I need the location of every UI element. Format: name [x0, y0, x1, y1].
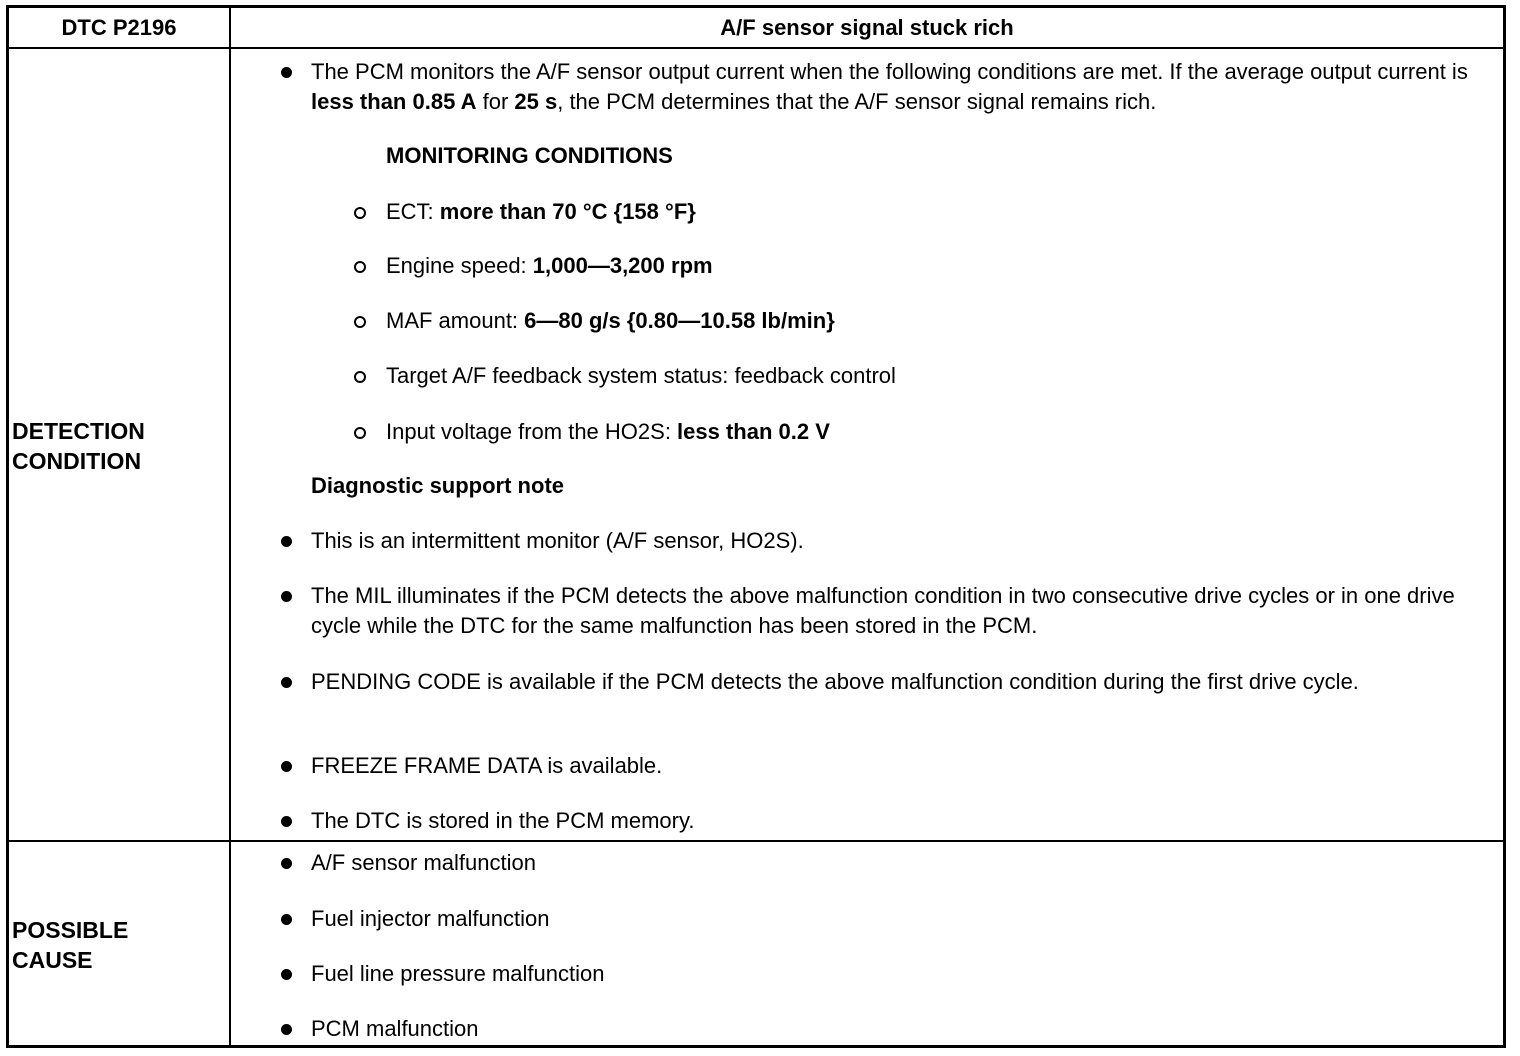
cause-label-line1: POSSIBLE — [12, 917, 129, 943]
condition-label: ECT: — [386, 199, 440, 224]
condition-item — [386, 417, 830, 447]
bullet-icon — [281, 67, 292, 78]
intro-duration: 25 s — [514, 89, 558, 114]
monitoring-conditions-title: MONITORING CONDITIONS — [386, 143, 673, 168]
circle-bullet-icon — [354, 427, 366, 439]
bullet-icon — [281, 969, 292, 980]
support-note: The DTC is stored in the PCM memory. — [311, 808, 695, 833]
condition-value: less than 0.2 V — [677, 419, 830, 444]
bullet-icon — [281, 858, 292, 869]
condition-item — [386, 251, 713, 281]
intro-text-2: for — [476, 89, 515, 114]
dtc-code: DTC P2196 — [61, 15, 177, 40]
cause-item: A/F sensor malfunction — [311, 850, 536, 875]
cause-item: PCM malfunction — [311, 1016, 479, 1041]
condition-item — [386, 361, 896, 391]
support-note: This is an intermittent monitor (A/F sensor, HO2S). — [311, 528, 804, 553]
dtc-title: A/F sensor signal stuck rich — [720, 15, 1014, 40]
support-note: PENDING CODE is available if the PCM detects the above malfunction condition during the first drive cycle. — [311, 669, 1359, 694]
detection-condition-label — [12, 416, 145, 476]
support-note: FREEZE FRAME DATA is available. — [311, 753, 663, 778]
bullet-icon — [281, 677, 292, 688]
condition-value: more than 70 °C {158 °F} — [439, 199, 696, 224]
condition-label: Input voltage from the HO2S: — [386, 419, 678, 444]
circle-bullet-icon — [354, 371, 366, 383]
cause-label-line2: CAUSE — [12, 947, 93, 973]
row-divider — [6, 840, 1506, 842]
support-note: The MIL illuminates if the PCM detects the above malfunction condition in two consecutive drive cycles or in one drive cycle while the DTC for the same malfunction has been stored in the PCM. — [311, 583, 1455, 638]
detection-intro — [311, 57, 1481, 117]
condition-label: Target A/F feedback system status: feedback control — [386, 363, 896, 388]
condition-value: 6—80 g/s {0.80—10.58 lb/min} — [524, 308, 835, 333]
circle-bullet-icon — [354, 207, 366, 219]
cause-item: Fuel injector malfunction — [311, 906, 550, 931]
intro-text-1: The PCM monitors the A/F sensor output current when the following conditions are met. If the average output current is — [311, 59, 1468, 84]
detection-label-line1: DETECTION — [12, 418, 145, 444]
bullet-icon — [281, 536, 292, 547]
circle-bullet-icon — [354, 261, 366, 273]
possible-cause-label — [12, 915, 128, 975]
intro-threshold: less than 0.85 A — [311, 89, 477, 114]
detection-label-line2: CONDITION — [12, 448, 142, 474]
bullet-icon — [281, 914, 292, 925]
circle-bullet-icon — [354, 316, 366, 328]
condition-item — [386, 306, 835, 336]
column-divider — [229, 5, 231, 1048]
intro-text-3: , the PCM determines that the A/F sensor signal remains rich. — [557, 89, 1157, 114]
condition-label: Engine speed: — [386, 253, 533, 278]
diagnostic-support-title: Diagnostic support note — [311, 473, 564, 498]
cause-item: Fuel line pressure malfunction — [311, 961, 605, 986]
header-divider — [6, 47, 1506, 49]
bullet-icon — [281, 1024, 292, 1035]
condition-value: 1,000—3,200 rpm — [532, 253, 713, 278]
bullet-icon — [281, 591, 292, 602]
bullet-icon — [281, 761, 292, 772]
condition-label: MAF amount: — [386, 308, 525, 333]
condition-item — [386, 197, 696, 227]
bullet-icon — [281, 816, 292, 827]
